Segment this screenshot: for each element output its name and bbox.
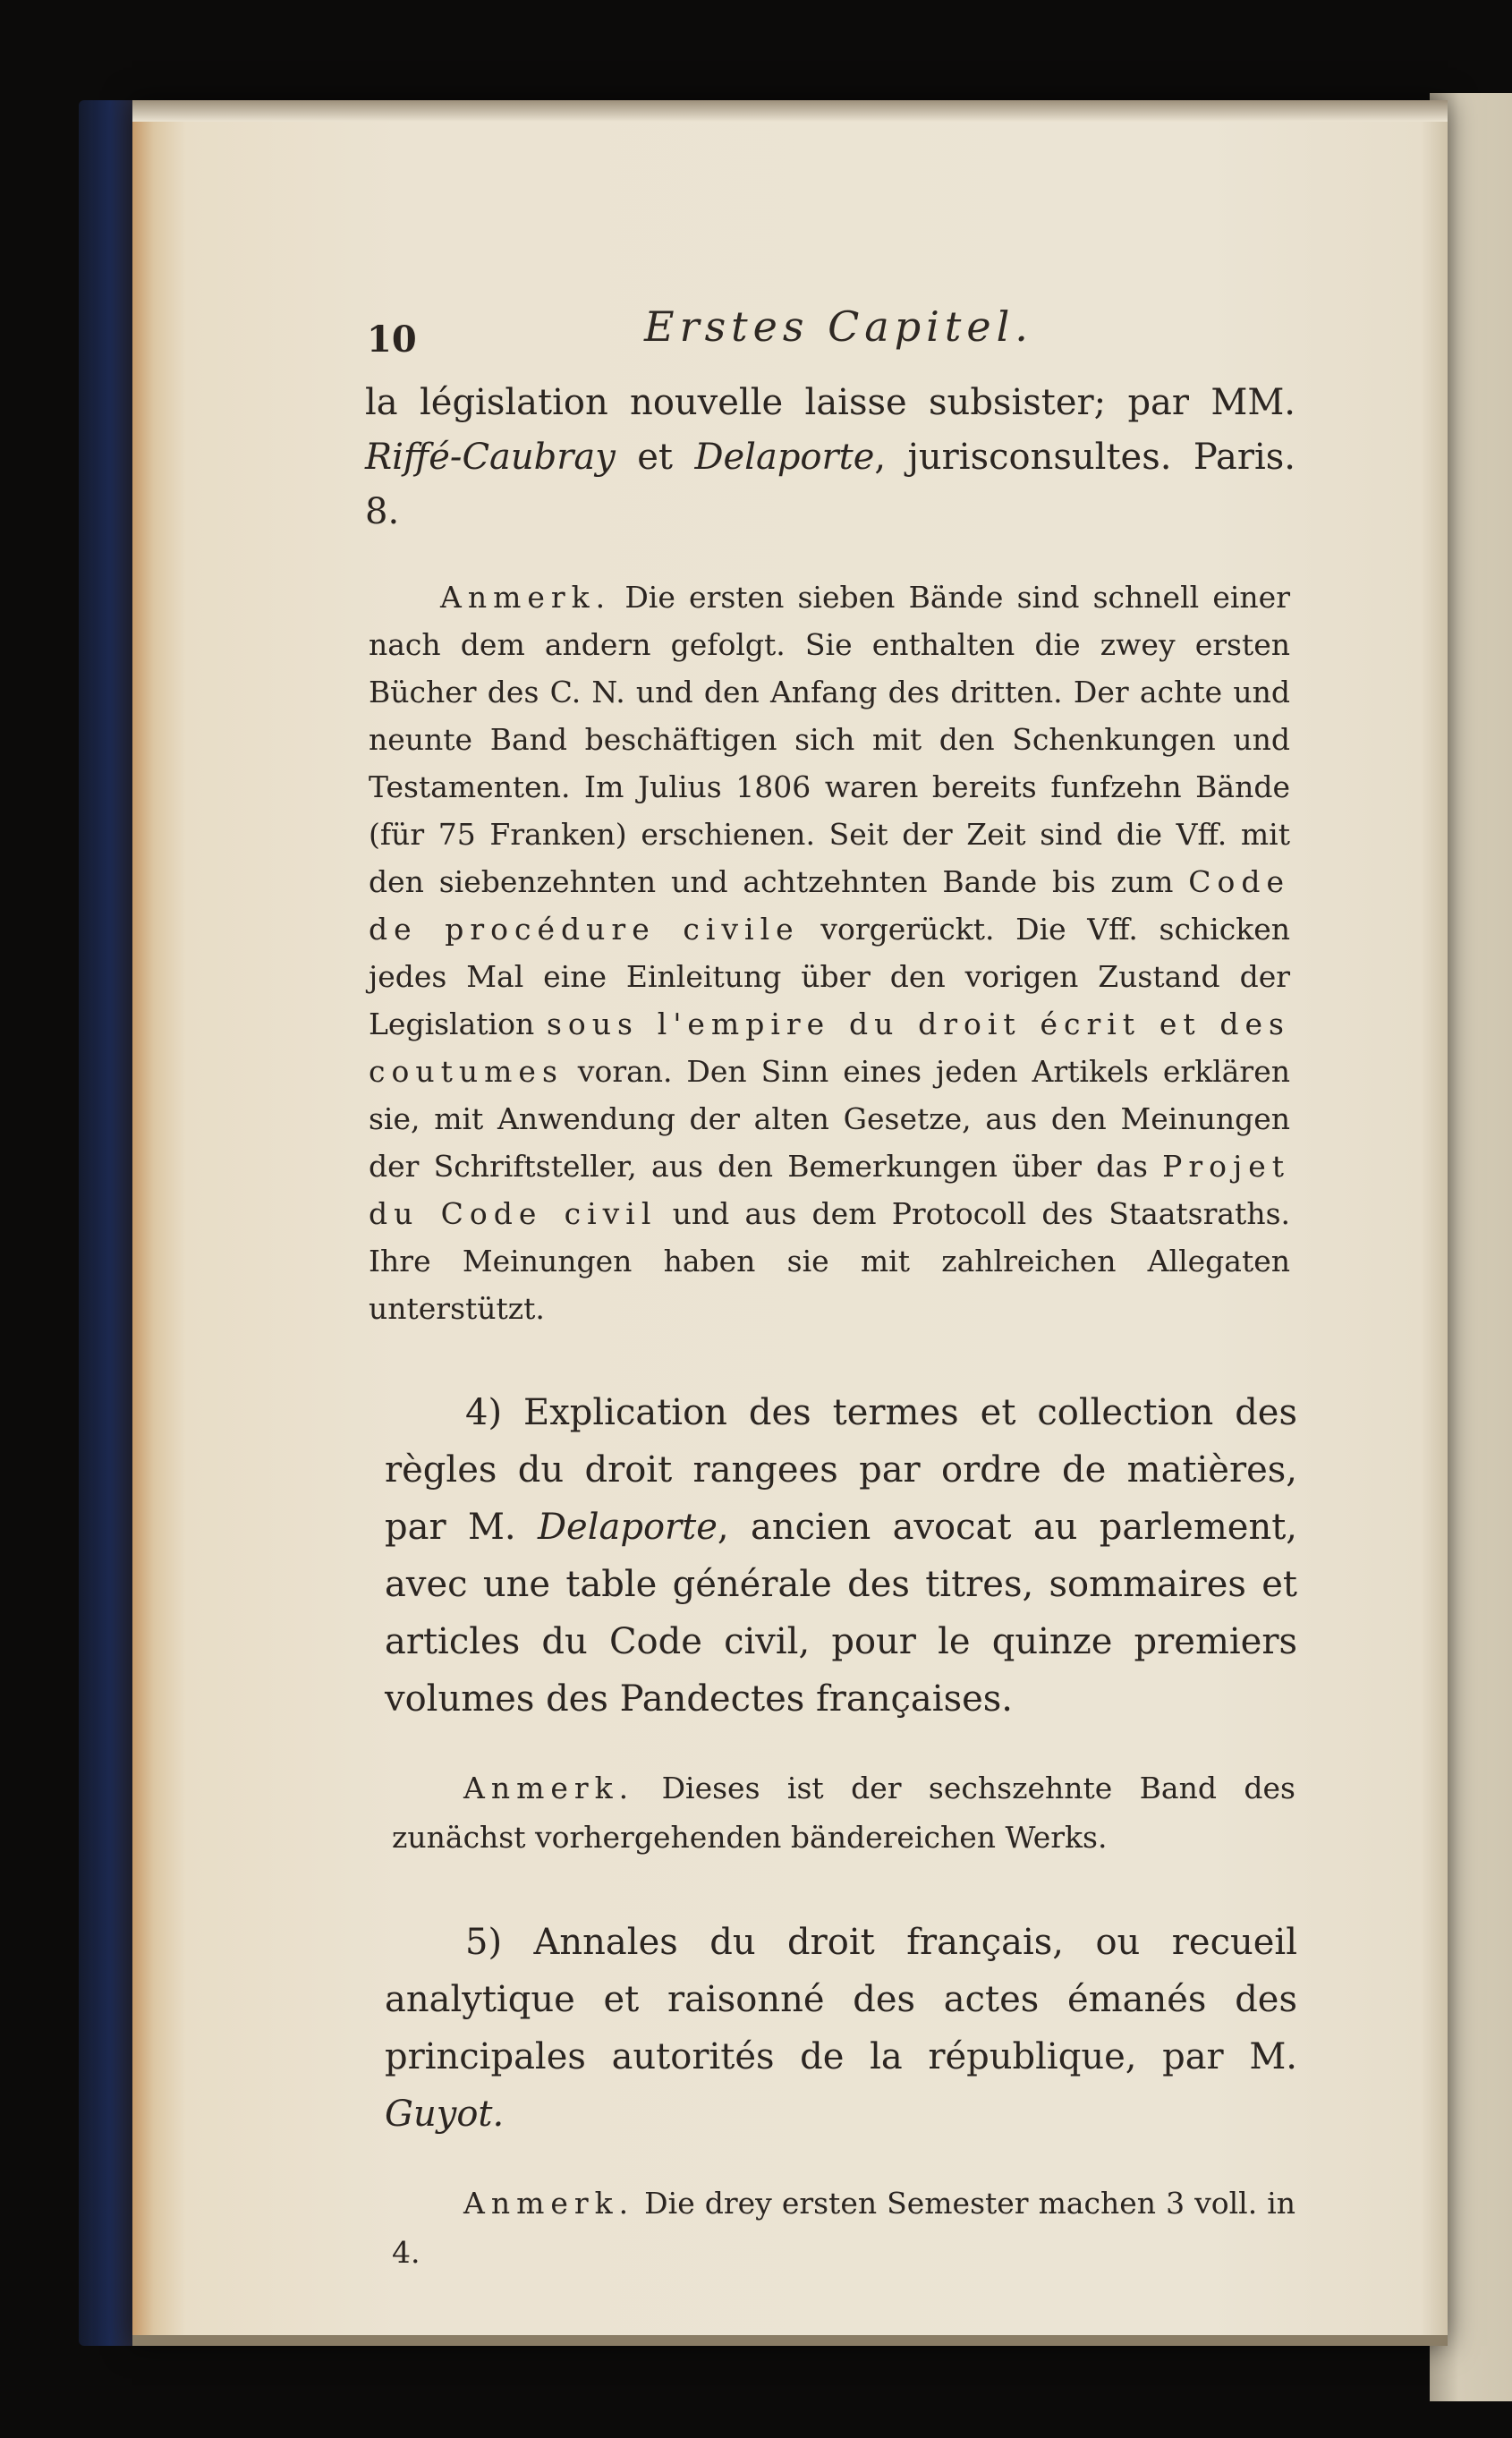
remark-1: Anmerk. Die ersten sieben Bände sind schnell einer nach dem andern gefolgt. Sie enthalten die zwey ersten Bücher des C. N. und den Anfang des dritten. Der achte und neunte Band beschäftigen sich mit den Schenkungen und Testamenten. Im Julius 1806 waren bereits funfzehn Bände (für 75 Franken) erschienen. Seit der Zeit sind die Vff. mit den siebenzehnten und achtzehnten Bande bis zum Code de procédure civile vorgerückt. Die Vff. schicken jedes Mal eine Einleitung über den vorigen Zustand der Legislation sous l'empire du droit écrit et des coutumes voran. Den Sinn eines jeden Artikels erklären sie, mit Anwendung der alten Gesetze, aus den Meinungen der Schriftsteller, aus den Bemerkungen über das Projet du Code civil und aus dem Protocoll des Staatsraths. Ihre Meinungen haben sie mit zahlreichen Allegaten unterstützt. xyxy=(369,580,1290,1326)
page-bottom-edge xyxy=(132,2335,1448,2346)
author-name: Delaporte xyxy=(537,1507,718,1548)
remark-label: Anmerk. xyxy=(463,2186,635,2221)
author-name: Guyot. xyxy=(385,2094,505,2135)
author-name: Riffé-Caubray xyxy=(365,437,616,478)
chapter-title: Erstes Capitel. xyxy=(644,302,1033,351)
entry-continuation: la législation nouvelle laisse subsister; par MM. Riffé-Caubray et Delaporte, jurisconsultes. Paris. 8. xyxy=(365,382,1295,532)
author-name: Delaporte xyxy=(694,437,875,478)
remark-3: Anmerk. Die drey ersten Semester machen 3 voll. in 4. xyxy=(392,2186,1295,2270)
running-head xyxy=(233,302,1297,361)
entry-5: 5) Annales du droit français, ou recueil analytique et raisonné des actes émanés des principales autorités de la république, par M. Guyot. xyxy=(385,1922,1297,2135)
entry-4: 4) Explication des termes et collection des règles du droit rangees par ordre de matières, par M. Delaporte, ancien avocat au parlement, avec une table générale des titres, sommaires et articles du Code civil, pour le quinze premiers volumes des Pandectes françaises. xyxy=(385,1392,1297,1720)
page-content xyxy=(233,302,1297,2277)
page-number: 10 xyxy=(367,319,417,361)
remark-2: Anmerk. Dieses ist der sechszehnte Band des zunächst vorhergehenden bändereichen Werks. xyxy=(392,1771,1295,1855)
remark-label: Anmerk. xyxy=(440,580,612,615)
remark-label: Anmerk. xyxy=(463,1771,635,1805)
